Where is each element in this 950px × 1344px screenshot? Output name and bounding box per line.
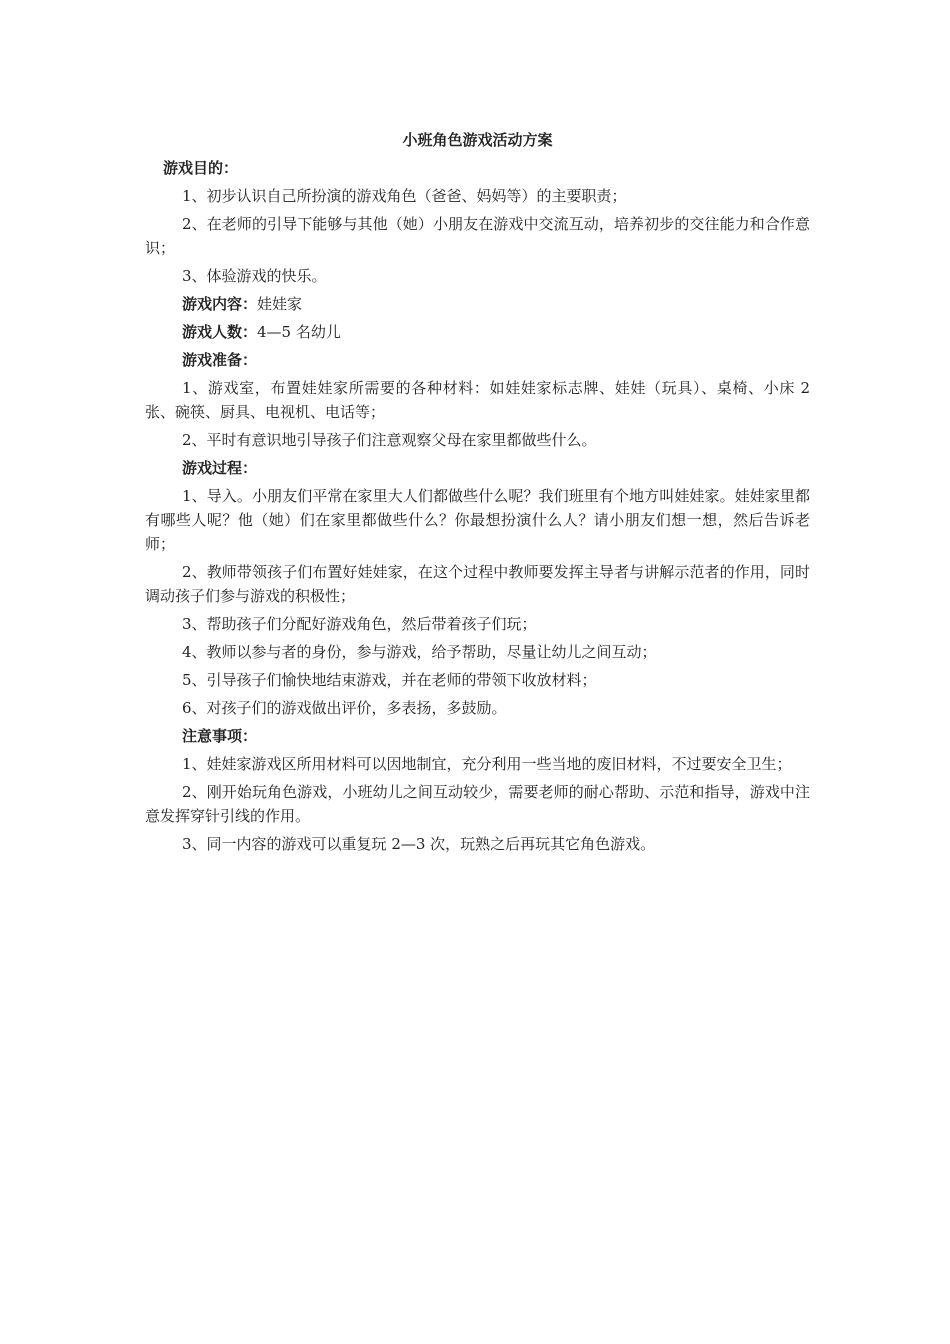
section-heading-prep [145, 348, 810, 372]
document-title: 小班角色游戏活动方案 [402, 131, 553, 149]
section-heading-notes [145, 724, 810, 748]
process-heading-text: 游戏过程： [182, 459, 258, 477]
content-value: 娃娃家 [257, 295, 303, 313]
section-heading-process [145, 456, 810, 480]
process-item-2: 2、教师带领孩子们布置好娃娃家，在这个过程中教师要发挥主导者与讲解示范者的作用，同时调动孩子们参与游戏的积极性； [145, 563, 810, 605]
content-line [145, 292, 810, 316]
goal-item-1: 1、初步认识自己所扮演的游戏角色（爸爸、妈妈等）的主要职责； [182, 187, 627, 205]
document-page [145, 128, 810, 860]
prep-heading-text: 游戏准备： [182, 351, 258, 369]
notes-heading-text: 注意事项： [182, 727, 258, 745]
content-label: 游戏内容： [182, 295, 258, 313]
note-item-3: 3、同一内容的游戏可以重复玩 2—3 次，玩熟之后再玩其它角色游戏。 [182, 835, 656, 853]
process-item-4: 4、教师以参与者的身份，参与游戏，给予帮助，尽量让幼儿之间互动； [182, 643, 657, 661]
process-item-6: 6、对孩子们的游戏做出评价，多表扬，多鼓励。 [182, 699, 507, 717]
note-item-1: 1、娃娃家游戏区所用材料可以因地制宜，充分利用一些当地的废旧材料，不过要安全卫生； [182, 755, 792, 773]
process-item-3: 3、帮助孩子们分配好游戏角色，然后带着孩子们玩； [182, 615, 537, 633]
section-heading-goals: 游戏目的： [163, 159, 239, 177]
count-label: 游戏人数： [182, 323, 258, 341]
goal-item-2: 2、在老师的引导下能够与其他（她）小朋友在游戏中交流互动，培养初步的交往能力和合作意识； [145, 215, 810, 257]
prep-item-1: 1、游戏室，布置娃娃家所需要的各种材料：如娃娃家标志牌、娃娃（玩具）、桌椅、小床 2 张、碗筷、厨具、电视机、电话等； [145, 379, 810, 421]
count-value: 4—5 名幼儿 [257, 323, 341, 341]
prep-item-2: 2、平时有意识地引导孩子们注意观察父母在家里都做些什么。 [182, 431, 597, 449]
process-item-1: 1、导入。小朋友们平常在家里大人们都做些什么呢？我们班里有个地方叫娃娃家。娃娃家里都有哪些人呢？他（她）们在家里都做些什么？你最想扮演什么人？请小朋友们想一想，然后告诉老师； [145, 487, 810, 553]
process-item-5: 5、引导孩子们愉快地结束游戏，并在老师的带领下收放材料； [182, 671, 597, 689]
count-line [145, 320, 810, 344]
note-item-2: 2、刚开始玩角色游戏，小班幼儿之间互动较少，需要老师的耐心帮助、示范和指导，游戏中注意发挥穿针引线的作用。 [145, 783, 810, 825]
goal-item-3: 3、体验游戏的快乐。 [182, 267, 327, 285]
